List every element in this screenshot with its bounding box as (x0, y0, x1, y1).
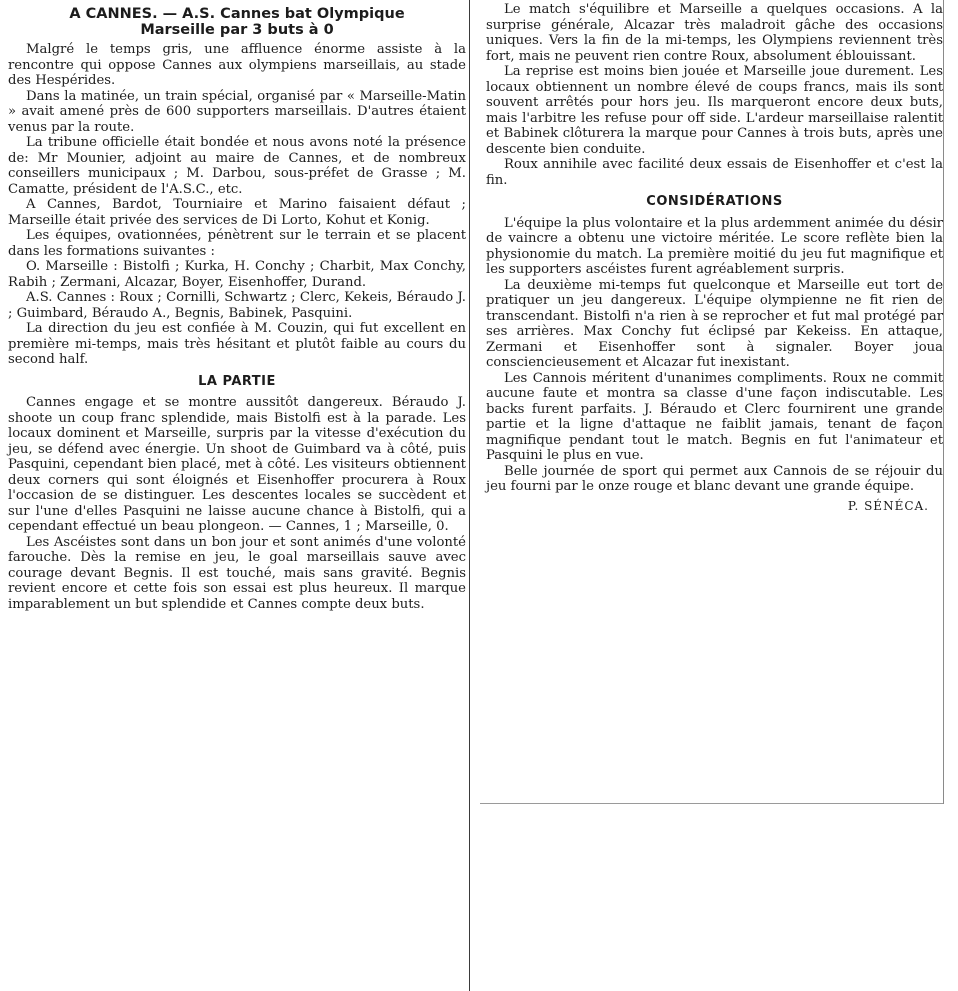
column-border-right (943, 0, 944, 804)
paragraph: Les équipes, ovationnées, pénètrent sur le terrain et se placent dans les formations suivantes : (8, 228, 466, 259)
section-heading-considerations: CONSIDÉRATIONS (646, 194, 783, 209)
right-column (486, 0, 943, 514)
paragraph: Les Ascéistes sont dans un bon jour et sont animés d'une volonté farouche. Dès la remise en jeu, le goal marseillais sauve avec courage devant Begnis. Il est touché, mais sans gravité. Begnis revient encore et cette fois son essai est plus heureux. Il marque imparablement un but splendide et Cannes compte deux buts. (8, 534, 466, 612)
headline-line-1: A CANNES. — A.S. Cannes bat Olympique (69, 6, 405, 22)
headline-line-2: Marseille par 3 buts à 0 (140, 22, 334, 38)
paragraph: La direction du jeu est confiée à M. Couzin, qui fut excellent en première mi-temps, mais très hésitant et plutôt faible au cours du second half. (8, 321, 466, 367)
paragraph: Le match s'équilibre et Marseille a quelques occasions. A la surprise générale, Alcazar très maladroit gâche des occasions uniques. Vers la fin de la mi-temps, les Olympiens reviennent très fort, mais ne peuvent rien contre Roux, absolument éblouissant. (486, 2, 943, 64)
paragraph: Malgré le temps gris, une affluence énorme assiste à la rencontre qui oppose Cannes aux olympiens marseillais, au stade des Hespérides. (8, 42, 466, 88)
lineup-cannes: A.S. Cannes : Roux ; Cornilli, Schwartz ; Clerc, Kekeis, Béraudo J. ; Guimbard, Béraudo A., Begnis, Babinek, Pasquini. (8, 290, 466, 321)
paragraph: Belle journée de sport qui permet aux Cannois de se réjouir du jeu fourni par le onze rouge et blanc devant une grande équipe. (486, 463, 943, 494)
paragraph: Dans la matinée, un train spécial, organisé par « Marseille-Matin » avait amené près de 600 supporters marseillais. D'autres étaient venus par la route. (8, 88, 466, 135)
column-border-bottom (480, 803, 943, 804)
lineup-marseille: O. Marseille : Bistolfi ; Kurka, H. Conchy ; Charbit, Max Conchy, Rabih ; Zermani, Alcazar, Boyer, Eisenhoffer, Durand. (8, 259, 466, 290)
paragraph: L'équipe la plus volontaire et la plus ardemment animée du désir de vaincre a obtenu une victoire méritée. Le score reflète bien la physionomie du match. La première moitié du jeu fut magnifique et les supporters ascéistes furent agréablement surpris. (486, 215, 943, 277)
paragraph: La tribune officielle était bondée et nous avons noté la présence de: Mr Mounier, adjoint au maire de Cannes, et de nombreux conseillers municipaux ; M. Darbou, sous-préfet de Grasse ; M. Camatte, président de l'A.S.C., etc. (8, 135, 466, 197)
paragraph: La reprise est moins bien jouée et Marseille joue durement. Les locaux obtiennent un nombre élevé de coups francs, mais ils sont souvent arrêtés pour hors jeu. Ils marqueront encore deux buts, mais l'arbitre les refuse pour off side. L'ardeur marseillaise ralentit et Babinek clôturera la marque pour Cannes à trois buts, après une descente bien conduite. (486, 64, 943, 157)
column-divider (469, 0, 470, 991)
paragraph: Roux annihile avec facilité deux essais de Eisenhoffer et c'est la fin. (486, 157, 943, 188)
paragraph: Cannes engage et se montre aussitôt dangereux. Béraudo J. shoote un coup franc splendide, mais Bistolfi est à la parade. Les locaux dominent et Marseille, surpris par la vitesse d'exécution du jeu, se défend avec énergie. Un shoot de Guimbard va à côté, puis Pasquini, cependant bien placé, met à côté. Les visiteurs obtiennent deux corners qui sont éloignés et Eisenhoffer procurera à Roux l'occasion de se distinguer. Les descentes locales se succèdent et sur l'une d'elles Pasquini ne laisse aucune chance à Bistolfi, qui a cependant effectué un beau plongeon. — Cannes, 1 ; Marseille, 0. (8, 395, 466, 534)
paragraph: A Cannes, Bardot, Tourniaire et Marino faisaient défaut ; Marseille était privée des services de Di Lorto, Kohut et Konig. (8, 197, 466, 228)
left-column (8, 0, 466, 612)
article-headline (8, 6, 466, 38)
section-heading-partie: LA PARTIE (198, 373, 276, 389)
paragraph: Les Cannois méritent d'unanimes compliments. Roux ne commit aucune faute et montra sa classe d'une façon indiscutable. Les backs furent parfaits. J. Béraudo et Clerc fournirent une grande partie et la ligne d'attaque ne faiblit jamais, tenant de façon magnifique pendant tout le match. Begnis en fut l'animateur et Pasquini le plus en vue. (486, 370, 943, 463)
author-signature: P. SÉNÉCA. (847, 498, 929, 513)
paragraph: La deuxième mi-temps fut quelconque et Marseille eut tort de pratiquer un jeu dangereux. L'équipe olympienne ne fit rien de transcendant. Bistolfi n'a rien à se reprocher et fut mal protégé par ses arrières. Max Conchy fut éclipsé par Kekeiss. En attaque, Zermani et Eisenhoffer sont à signaler. Boyer joua consciencieusement et Alcazar fut inexistant. (486, 277, 943, 370)
